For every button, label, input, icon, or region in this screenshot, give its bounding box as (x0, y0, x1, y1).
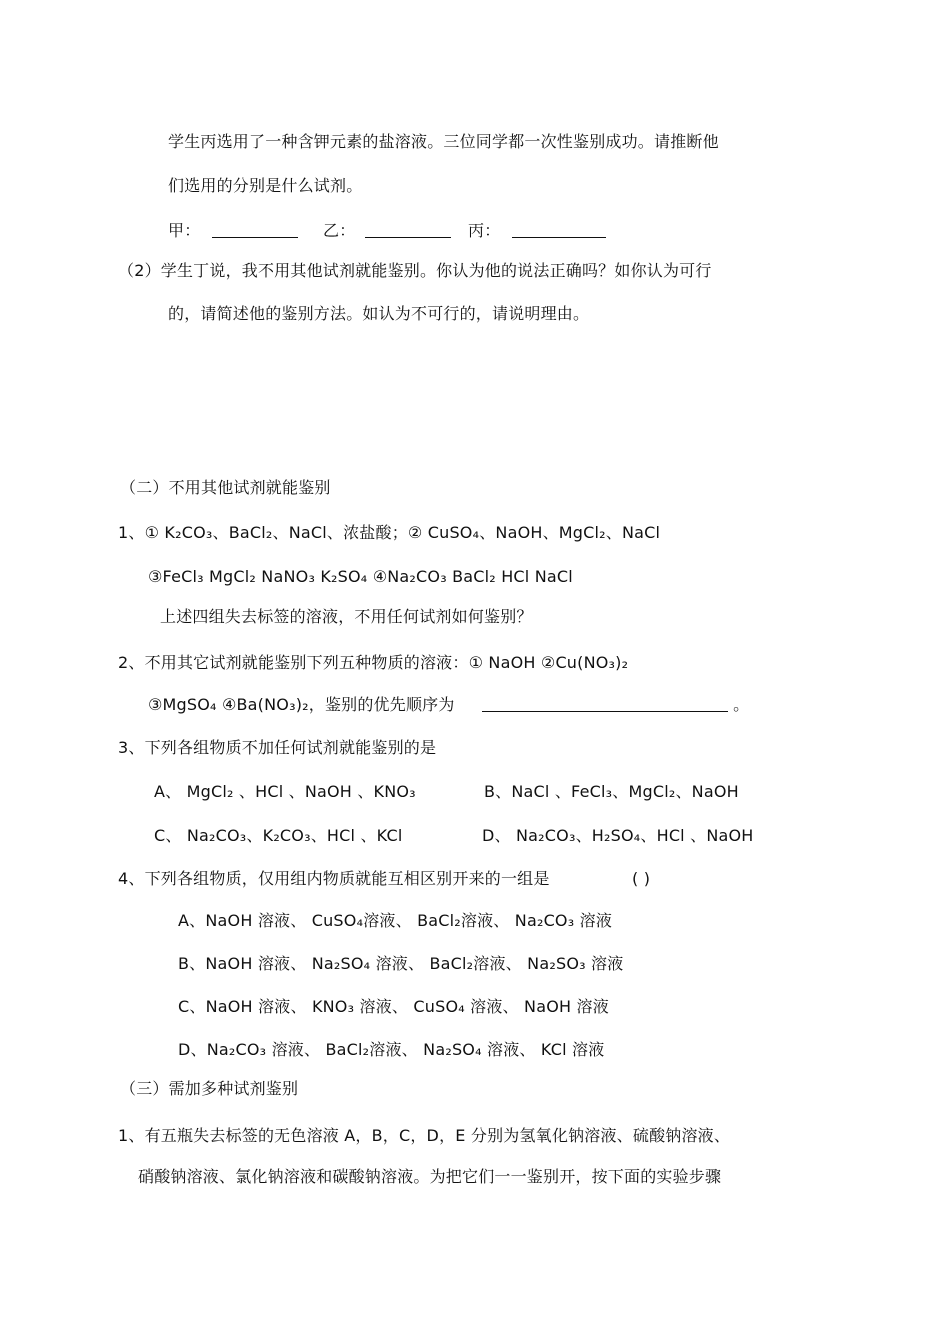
label-yi: 乙： (323, 221, 356, 240)
answer-paren[interactable]: ( ) (632, 869, 651, 888)
answer-blank-bing[interactable] (512, 221, 606, 238)
option-B: B、NaCl 、FeCl₃、MgCl₂、NaOH (484, 782, 739, 801)
question-2-line (148, 694, 749, 716)
question-2-line: 2、不用其它试剂就能鉴别下列五种物质的溶液：① NaOH ②Cu(NO₃)₂ (118, 653, 629, 672)
option-B: B、NaOH 溶液、 Na₂SO₄ 溶液、 BaCl₂溶液、 Na₂SO₃ 溶液 (178, 954, 624, 973)
question-1-line: 上述四组失去标签的溶液，不用任何试剂如何鉴别？ (160, 607, 533, 626)
label-bing: 丙： (468, 221, 501, 240)
option-A: A、NaOH 溶液、 CuSO₄溶液、 BaCl₂溶液、 Na₂CO₃ 溶液 (178, 911, 613, 930)
option-C: C、NaOH 溶液、 KNO₃ 溶液、 CuSO₄ 溶液、 NaOH 溶液 (178, 997, 609, 1016)
text-line: 的，请简述他的鉴别方法。如认为不可行的，请说明理由。 (168, 304, 590, 323)
question-3-line: 3、下列各组物质不加任何试剂就能鉴别的是 (118, 738, 437, 757)
option-C: C、 Na₂CO₃、K₂CO₃、HCl 、KCl (154, 826, 403, 845)
question-4-line: 4、下列各组物质，仅用组内物质就能互相区别开来的一组是 (118, 869, 550, 888)
answer-blank-yi[interactable] (365, 221, 451, 238)
option-D: D、 Na₂CO₃、H₂SO₄、HCl 、NaOH (482, 826, 754, 845)
text-line: 们选用的分别是什么试剂。 (168, 176, 363, 195)
section-heading: （二）不用其他试剂就能鉴别 (120, 478, 331, 497)
question-2-text: ③MgSO₄ ④Ba(NO₃)₂，鉴别的优先顺序为 (148, 695, 455, 714)
question-2-end: 。 (733, 695, 750, 714)
answer-blank-order[interactable] (482, 695, 728, 712)
section-heading: （三）需加多种试剂鉴别 (120, 1079, 299, 1098)
answer-blanks-row (168, 220, 606, 242)
question-1-line: 1、① K₂CO₃、BaCl₂、NaCl、浓盐酸；② CuSO₄、NaOH、MgCl₂、NaCl (118, 523, 661, 542)
problem-1-line: 硝酸钠溶液、氯化钠溶液和碳酸钠溶液。为把它们一一鉴别开，按下面的实验步骤 (138, 1167, 722, 1186)
answer-blank-jia[interactable] (212, 221, 298, 238)
option-D: D、Na₂CO₃ 溶液、 BaCl₂溶液、 Na₂SO₄ 溶液、 KCl 溶液 (178, 1040, 605, 1059)
label-jia: 甲： (168, 221, 201, 240)
text-line: 学生丙选用了一种含钾元素的盐溶液。三位同学都一次性鉴别成功。请推断他 (168, 132, 719, 151)
text-line: （2）学生丁说，我不用其他试剂就能鉴别。你认为他的说法正确吗？如你认为可行 (118, 261, 712, 280)
problem-1-line: 1、有五瓶失去标签的无色溶液 A，B，C，D，E 分别为氢氧化钠溶液、硫酸钠溶液、 (118, 1126, 731, 1145)
option-A: A、 MgCl₂ 、HCl 、NaOH 、KNO₃ (154, 782, 416, 801)
question-1-line: ③FeCl₃ MgCl₂ NaNO₃ K₂SO₄ ④Na₂CO₃ BaCl₂ HCl NaCl (148, 567, 573, 586)
